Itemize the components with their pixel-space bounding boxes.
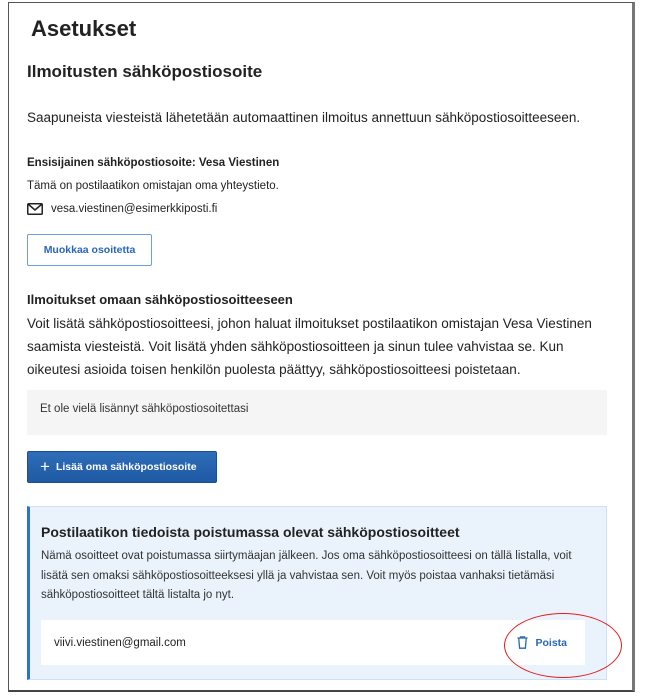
trash-icon [517, 636, 528, 649]
own-email-title: Ilmoitukset omaan sähköpostiosoitteeseen [27, 292, 293, 307]
remove-button[interactable] [517, 636, 567, 649]
section-title: Ilmoitusten sähköpostiosoite [27, 62, 263, 81]
plus-icon: + [40, 456, 50, 476]
removing-emails-panel [27, 506, 607, 680]
add-own-email-label: Lisää oma sähköpostiosoite [55, 461, 197, 473]
removing-emails-description: Nämä osoitteet ovat poistumassa siirtymäajan jälkeen. Jos oma sähköpostiosoitteesi on tällä listalla, voit lisätä sen omaksi sähköpostiosoitteeksesi yllä ja vahvistaa sen. Voit myös poistaa vanhaksi tietämäsi sähköpostiosoitteet tältä listalta jo nyt. [41, 550, 572, 601]
mail-icon [27, 203, 43, 215]
removing-emails-title: Postilaatikon tiedoista poistumassa olevat sähköpostiosoitteet [41, 524, 460, 540]
primary-email-description: Tämä on postilaatikon omistajan oma yhteystieto. [27, 180, 279, 192]
list-item [41, 620, 585, 665]
own-email-description: Voit lisätä sähköpostiosoitteesi, johon haluat ilmoitukset postilaatikon omistajan Vesa Viestinen saamista viesteistä. Voit lisätä yhden sähköpostiosoitteen ja sinun tulee vahvistaa se. Kun oikeutesi asioida toisen henkilön puolesta päättyy, sähköpostiosoitteesi poistetaan. [27, 316, 592, 377]
add-own-email-button[interactable] [27, 451, 217, 483]
removing-email-address: viivi.viestinen@gmail.com [54, 636, 186, 649]
empty-state-box [27, 390, 607, 435]
page-title: Asetukset [31, 16, 137, 41]
primary-email-label: Ensisijainen sähköpostiosoite: Vesa Viestinen [27, 157, 280, 169]
empty-state-text: Et ole vielä lisännyt sähköpostiosoitettasi [40, 403, 249, 415]
remove-label: Poista [535, 636, 567, 649]
primary-email-row [27, 203, 217, 215]
primary-email-address: vesa.viestinen@esimerkkiposti.fi [51, 203, 218, 215]
edit-address-button[interactable]: Muokkaa osoitetta [27, 234, 152, 266]
intro-text: Saapuneista viesteistä lähetetään automaattinen ilmoitus annettuun sähköpostiosoitteeseen. [27, 110, 581, 125]
